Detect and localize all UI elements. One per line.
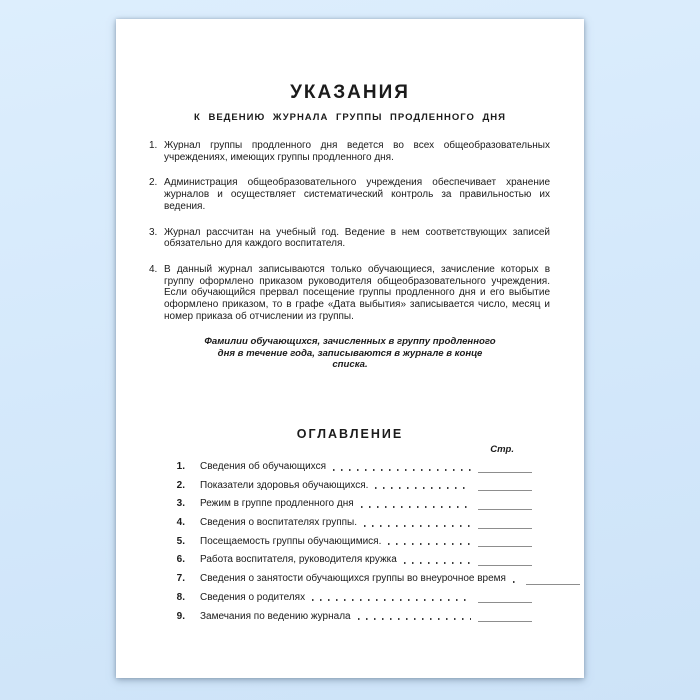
toc-label: Работа воспитателя, руководителя кружка	[200, 554, 397, 566]
instruction-item	[149, 177, 550, 212]
page-number-blank	[478, 509, 532, 510]
toc-label: Режим в группе продленного дня	[200, 498, 354, 510]
toc-number: 5.	[176, 535, 185, 547]
toc-number: 8.	[176, 591, 185, 603]
table-of-contents	[116, 427, 584, 629]
page-column-label: Стр.	[490, 444, 514, 455]
toc-number: 1.	[176, 461, 185, 472]
toc-row	[149, 573, 532, 585]
instruction-text: Администрация общеобразовательного учреждения обеспечивает хранение журналов и осуществляет систематический контроль за правильностью их ведения.	[164, 177, 550, 212]
toc-number: 2.	[176, 479, 185, 491]
toc-list	[116, 461, 584, 622]
dot-leader	[513, 581, 519, 583]
dot-leader	[358, 618, 471, 620]
toc-row	[149, 536, 532, 548]
toc-number: 3.	[176, 498, 185, 510]
page-number-blank	[478, 621, 532, 622]
page-number-blank	[478, 546, 532, 547]
instruction-item	[149, 264, 550, 323]
toc-row	[149, 480, 532, 492]
toc-label: Показатели здоровья обучающихся.	[200, 479, 369, 491]
toc-row	[149, 498, 532, 510]
instruction-item	[149, 140, 550, 163]
toc-number: 9.	[176, 610, 185, 622]
toc-row	[149, 517, 532, 529]
instruction-item	[149, 227, 550, 250]
toc-row	[149, 461, 532, 473]
toc-label: Сведения о воспитателях группы.	[200, 517, 357, 529]
dot-leader	[375, 487, 471, 489]
document-subtitle: К ВЕДЕНИЮ ЖУРНАЛА ГРУППЫ ПРОДЛЕННОГО ДНЯ	[194, 112, 506, 123]
toc-row	[149, 611, 532, 623]
toc-number: 6.	[176, 554, 185, 566]
toc-label: Сведения о родителях	[200, 591, 306, 603]
instruction-text: Журнал рассчитан на учебный год. Ведение в нем соответствующих записей обязательно для каждого воспитателя.	[164, 226, 550, 250]
page-number-blank	[478, 565, 532, 566]
page-number-blank	[478, 602, 532, 603]
page-number-blank	[478, 490, 532, 491]
instruction-number: 4.	[149, 263, 158, 275]
dot-leader	[364, 525, 471, 527]
instruction-number: 1.	[149, 140, 158, 151]
instruction-number: 3.	[149, 226, 158, 238]
toc-row	[149, 554, 532, 566]
toc-number: 4.	[176, 517, 185, 529]
toc-heading: ОГЛАВЛЕНИЕ	[296, 427, 404, 441]
toc-label: Сведения об обучающихся	[200, 461, 326, 472]
toc-row	[149, 592, 532, 604]
page-number-blank	[478, 528, 532, 529]
instruction-text: Журнал группы продленного дня ведется во всех общеобразовательных учреждениях, имеющих группы продленного дня.	[164, 140, 550, 163]
dot-leader	[333, 469, 471, 471]
dot-leader	[361, 506, 471, 508]
page-number-blank	[478, 472, 532, 473]
toc-label: Сведения о занятости обучающихся группы во внеурочное время	[200, 573, 506, 585]
document-title: УКАЗАНИЯ	[290, 82, 410, 103]
dot-leader	[388, 543, 471, 545]
dot-leader	[404, 562, 471, 564]
dot-leader	[312, 599, 471, 601]
page-number-blank	[526, 584, 580, 585]
instructions-list	[116, 140, 584, 322]
instruction-text: В данный журнал записываются только обучающиеся, зачисление которых в группу оформлено приказом руководителя общеобразовательного учреждения. Если обучающийся прервал посещение группы продленного дня и его выбытие оформлено приказом, то в графе «Дата выбытия» записывается число, месяц и номер приказа об отчислении из группы.	[164, 263, 550, 322]
toc-label: Посещаемость группы обучающимися.	[200, 535, 382, 547]
toc-label: Замечания по ведению журнала	[200, 610, 351, 622]
toc-number: 7.	[176, 573, 185, 585]
instruction-number: 2.	[149, 177, 158, 189]
document-page	[116, 19, 584, 678]
italic-note: Фамилии обучающихся, зачисленных в группу продленного дня в течение года, записываются в журнале в конце списка.	[204, 336, 496, 371]
